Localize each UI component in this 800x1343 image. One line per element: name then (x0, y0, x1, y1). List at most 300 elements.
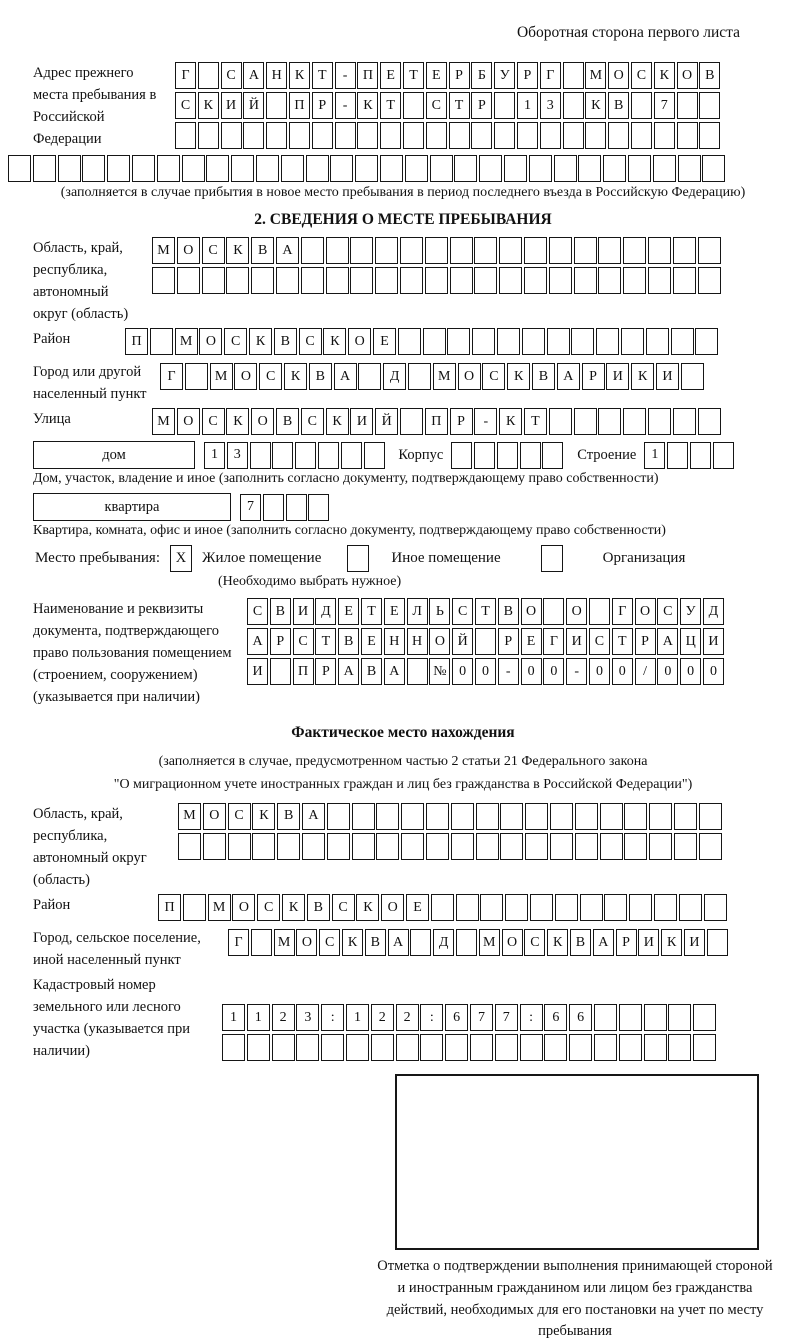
char-cell[interactable] (447, 328, 470, 355)
char-cell[interactable]: И (293, 598, 314, 625)
char-cell[interactable]: Р (315, 658, 336, 685)
char-cell[interactable]: Е (406, 894, 429, 921)
char-cell[interactable] (355, 155, 378, 182)
char-cell[interactable]: В (277, 803, 300, 830)
char-cell[interactable]: С (228, 803, 251, 830)
char-cell[interactable]: П (125, 328, 148, 355)
char-cell[interactable] (598, 237, 621, 264)
char-cell[interactable]: С (524, 929, 545, 956)
char-cell[interactable]: 0 (521, 658, 542, 685)
char-cell[interactable]: Т (380, 92, 401, 119)
char-cell[interactable] (540, 122, 561, 149)
char-cell[interactable] (450, 267, 473, 294)
char-cell[interactable]: 0 (543, 658, 564, 685)
char-cell[interactable] (335, 122, 356, 149)
char-cell[interactable] (295, 442, 316, 469)
char-cell[interactable] (376, 833, 399, 860)
char-cell[interactable]: Т (312, 62, 333, 89)
char-cell[interactable]: 0 (452, 658, 473, 685)
char-cell[interactable]: С (452, 598, 473, 625)
char-cell[interactable]: О (635, 598, 656, 625)
char-cell[interactable]: Н (266, 62, 287, 89)
char-cell[interactable] (524, 237, 547, 264)
char-cell[interactable]: И (684, 929, 705, 956)
char-cell[interactable] (286, 494, 307, 521)
char-cell[interactable]: Н (384, 628, 405, 655)
char-cell[interactable]: О (234, 363, 257, 390)
char-cell[interactable]: С (293, 628, 314, 655)
char-cell[interactable]: В (307, 894, 330, 921)
char-cell[interactable] (341, 442, 362, 469)
char-cell[interactable] (256, 155, 279, 182)
char-cell[interactable]: М (178, 803, 201, 830)
char-cell[interactable]: М (479, 929, 500, 956)
char-cell[interactable]: Т (361, 598, 382, 625)
char-cell[interactable] (678, 155, 701, 182)
char-cell[interactable]: К (289, 62, 310, 89)
char-cell[interactable] (494, 122, 515, 149)
char-cell[interactable]: Е (521, 628, 542, 655)
char-cell[interactable] (423, 328, 446, 355)
char-cell[interactable] (623, 267, 646, 294)
char-cell[interactable] (312, 122, 333, 149)
char-cell[interactable] (321, 1034, 344, 1061)
char-cell[interactable] (33, 155, 56, 182)
char-cell[interactable]: 6 (544, 1004, 567, 1031)
char-cell[interactable] (263, 494, 284, 521)
char-cell[interactable]: О (429, 628, 450, 655)
char-cell[interactable] (648, 408, 671, 435)
char-cell[interactable]: Г (175, 62, 196, 89)
char-cell[interactable] (499, 267, 522, 294)
stay-organization-checkbox[interactable] (541, 545, 563, 572)
char-cell[interactable] (380, 122, 401, 149)
char-cell[interactable]: О (502, 929, 523, 956)
char-cell[interactable] (673, 267, 696, 294)
char-cell[interactable] (677, 122, 698, 149)
char-cell[interactable] (598, 267, 621, 294)
char-cell[interactable] (182, 155, 205, 182)
char-cell[interactable] (266, 92, 287, 119)
char-cell[interactable]: К (323, 328, 346, 355)
char-cell[interactable] (247, 1034, 270, 1061)
char-cell[interactable] (270, 658, 291, 685)
char-cell[interactable] (550, 833, 573, 860)
char-cell[interactable] (431, 894, 454, 921)
char-cell[interactable]: И (656, 363, 679, 390)
char-cell[interactable]: Д (703, 598, 724, 625)
char-cell[interactable]: 0 (680, 658, 701, 685)
char-cell[interactable] (679, 894, 702, 921)
char-cell[interactable]: В (532, 363, 555, 390)
char-cell[interactable] (476, 803, 499, 830)
char-cell[interactable] (673, 408, 696, 435)
char-cell[interactable]: 0 (657, 658, 678, 685)
char-cell[interactable] (327, 833, 350, 860)
char-cell[interactable] (456, 894, 479, 921)
char-cell[interactable]: № (429, 658, 450, 685)
char-cell[interactable]: В (270, 598, 291, 625)
char-cell[interactable] (713, 442, 734, 469)
char-cell[interactable]: О (608, 62, 629, 89)
char-cell[interactable]: О (177, 408, 200, 435)
char-cell[interactable]: 2 (272, 1004, 295, 1031)
char-cell[interactable]: Д (433, 929, 454, 956)
char-cell[interactable] (376, 803, 399, 830)
char-cell[interactable] (649, 803, 672, 830)
char-cell[interactable]: О (296, 929, 317, 956)
char-cell[interactable]: Р (471, 92, 492, 119)
char-cell[interactable]: М (208, 894, 231, 921)
char-cell[interactable]: С (299, 328, 322, 355)
char-cell[interactable]: К (326, 408, 349, 435)
char-cell[interactable] (707, 929, 728, 956)
char-cell[interactable] (702, 155, 725, 182)
char-cell[interactable]: - (498, 658, 519, 685)
char-cell[interactable]: 1 (644, 442, 665, 469)
char-cell[interactable] (497, 442, 518, 469)
char-cell[interactable] (525, 803, 548, 830)
char-cell[interactable] (266, 122, 287, 149)
char-cell[interactable] (542, 442, 563, 469)
char-cell[interactable]: А (388, 929, 409, 956)
char-cell[interactable] (667, 442, 688, 469)
char-cell[interactable]: С (657, 598, 678, 625)
char-cell[interactable] (624, 833, 647, 860)
char-cell[interactable]: О (458, 363, 481, 390)
char-cell[interactable]: А (247, 628, 268, 655)
char-cell[interactable] (226, 267, 249, 294)
char-cell[interactable]: К (661, 929, 682, 956)
char-cell[interactable] (450, 237, 473, 264)
char-cell[interactable]: А (557, 363, 580, 390)
char-cell[interactable]: Т (449, 92, 470, 119)
char-cell[interactable] (585, 122, 606, 149)
char-cell[interactable] (494, 92, 515, 119)
char-cell[interactable] (445, 1034, 468, 1061)
char-cell[interactable]: Д (315, 598, 336, 625)
char-cell[interactable]: 0 (703, 658, 724, 685)
char-cell[interactable] (522, 328, 545, 355)
char-cell[interactable]: О (521, 598, 542, 625)
char-cell[interactable]: 7 (470, 1004, 493, 1031)
char-cell[interactable] (500, 833, 523, 860)
char-cell[interactable] (157, 155, 180, 182)
char-cell[interactable] (600, 833, 623, 860)
char-cell[interactable] (474, 442, 495, 469)
char-cell[interactable]: В (699, 62, 720, 89)
char-cell[interactable] (495, 1034, 518, 1061)
char-cell[interactable]: Г (160, 363, 183, 390)
char-cell[interactable] (451, 442, 472, 469)
char-cell[interactable] (403, 92, 424, 119)
char-cell[interactable]: С (247, 598, 268, 625)
char-cell[interactable] (674, 833, 697, 860)
char-cell[interactable] (408, 363, 431, 390)
char-cell[interactable] (420, 1034, 443, 1061)
char-cell[interactable] (575, 803, 598, 830)
char-cell[interactable]: В (361, 658, 382, 685)
char-cell[interactable]: С (319, 929, 340, 956)
char-cell[interactable] (649, 833, 672, 860)
char-cell[interactable] (596, 328, 619, 355)
char-cell[interactable]: О (199, 328, 222, 355)
char-cell[interactable]: О (677, 62, 698, 89)
char-cell[interactable] (698, 267, 721, 294)
char-cell[interactable] (251, 929, 272, 956)
char-cell[interactable] (476, 833, 499, 860)
char-cell[interactable]: О (348, 328, 371, 355)
char-cell[interactable] (352, 803, 375, 830)
char-cell[interactable]: Р (582, 363, 605, 390)
char-cell[interactable] (471, 122, 492, 149)
char-cell[interactable] (530, 894, 553, 921)
char-cell[interactable]: К (284, 363, 307, 390)
char-cell[interactable] (132, 155, 155, 182)
char-cell[interactable]: У (680, 598, 701, 625)
char-cell[interactable]: А (302, 803, 325, 830)
char-cell[interactable]: А (334, 363, 357, 390)
char-cell[interactable]: П (357, 62, 378, 89)
char-cell[interactable] (410, 929, 431, 956)
char-cell[interactable]: К (249, 328, 272, 355)
char-cell[interactable] (231, 155, 254, 182)
char-cell[interactable] (623, 237, 646, 264)
char-cell[interactable]: 2 (371, 1004, 394, 1031)
char-cell[interactable] (479, 155, 502, 182)
char-cell[interactable] (673, 237, 696, 264)
char-cell[interactable] (525, 833, 548, 860)
char-cell[interactable]: С (589, 628, 610, 655)
char-cell[interactable]: Н (407, 628, 428, 655)
stay-residential-checkbox[interactable]: X (170, 545, 192, 572)
char-cell[interactable]: В (276, 408, 299, 435)
char-cell[interactable] (330, 155, 353, 182)
char-cell[interactable] (243, 122, 264, 149)
char-cell[interactable]: Т (315, 628, 336, 655)
char-cell[interactable] (301, 237, 324, 264)
char-cell[interactable]: 6 (445, 1004, 468, 1031)
char-cell[interactable] (250, 442, 271, 469)
char-cell[interactable]: 3 (296, 1004, 319, 1031)
char-cell[interactable]: О (232, 894, 255, 921)
char-cell[interactable]: 0 (475, 658, 496, 685)
char-cell[interactable]: К (631, 363, 654, 390)
char-cell[interactable] (206, 155, 229, 182)
char-cell[interactable]: М (274, 929, 295, 956)
char-cell[interactable] (400, 408, 423, 435)
char-cell[interactable] (600, 803, 623, 830)
char-cell[interactable] (407, 658, 428, 685)
char-cell[interactable]: Р (498, 628, 519, 655)
char-cell[interactable] (555, 894, 578, 921)
char-cell[interactable]: Й (452, 628, 473, 655)
char-cell[interactable]: : (420, 1004, 443, 1031)
char-cell[interactable] (203, 833, 226, 860)
char-cell[interactable] (301, 267, 324, 294)
char-cell[interactable]: А (338, 658, 359, 685)
char-cell[interactable]: 1 (517, 92, 538, 119)
char-cell[interactable] (430, 155, 453, 182)
char-cell[interactable] (470, 1034, 493, 1061)
char-cell[interactable] (517, 122, 538, 149)
char-cell[interactable] (472, 328, 495, 355)
char-cell[interactable]: 2 (396, 1004, 419, 1031)
char-cell[interactable]: К (198, 92, 219, 119)
char-cell[interactable]: И (703, 628, 724, 655)
char-cell[interactable]: Г (612, 598, 633, 625)
char-cell[interactable]: В (608, 92, 629, 119)
char-cell[interactable] (107, 155, 130, 182)
char-cell[interactable] (425, 267, 448, 294)
char-cell[interactable] (549, 408, 572, 435)
char-cell[interactable] (401, 833, 424, 860)
char-cell[interactable]: И (247, 658, 268, 685)
char-cell[interactable]: А (276, 237, 299, 264)
char-cell[interactable] (364, 442, 385, 469)
char-cell[interactable] (228, 833, 251, 860)
char-cell[interactable] (272, 442, 293, 469)
char-cell[interactable]: Е (426, 62, 447, 89)
char-cell[interactable]: М (585, 62, 606, 89)
char-cell[interactable]: А (384, 658, 405, 685)
char-cell[interactable]: Е (338, 598, 359, 625)
char-cell[interactable]: 7 (495, 1004, 518, 1031)
char-cell[interactable] (693, 1004, 716, 1031)
char-cell[interactable]: В (498, 598, 519, 625)
char-cell[interactable] (671, 328, 694, 355)
char-cell[interactable] (653, 155, 676, 182)
char-cell[interactable]: Ц (680, 628, 701, 655)
char-cell[interactable] (475, 628, 496, 655)
char-cell[interactable] (699, 803, 722, 830)
char-cell[interactable] (594, 1034, 617, 1061)
char-cell[interactable]: В (365, 929, 386, 956)
char-cell[interactable]: К (342, 929, 363, 956)
char-cell[interactable] (543, 598, 564, 625)
char-cell[interactable]: 0 (612, 658, 633, 685)
char-cell[interactable] (326, 237, 349, 264)
char-cell[interactable]: С (332, 894, 355, 921)
char-cell[interactable]: С (221, 62, 242, 89)
char-cell[interactable] (318, 442, 339, 469)
char-cell[interactable] (677, 92, 698, 119)
char-cell[interactable]: : (520, 1004, 543, 1031)
char-cell[interactable]: В (338, 628, 359, 655)
char-cell[interactable]: - (335, 62, 356, 89)
char-cell[interactable] (563, 92, 584, 119)
char-cell[interactable] (505, 894, 528, 921)
char-cell[interactable]: 0 (589, 658, 610, 685)
char-cell[interactable] (550, 803, 573, 830)
char-cell[interactable]: П (425, 408, 448, 435)
char-cell[interactable]: И (638, 929, 659, 956)
char-cell[interactable] (152, 267, 175, 294)
char-cell[interactable] (202, 267, 225, 294)
char-cell[interactable]: К (226, 408, 249, 435)
char-cell[interactable] (358, 363, 381, 390)
char-cell[interactable]: С (259, 363, 282, 390)
char-cell[interactable] (574, 237, 597, 264)
char-cell[interactable]: К (226, 237, 249, 264)
char-cell[interactable] (569, 1034, 592, 1061)
char-cell[interactable] (222, 1034, 245, 1061)
char-cell[interactable] (350, 237, 373, 264)
char-cell[interactable]: М (175, 328, 198, 355)
char-cell[interactable] (563, 122, 584, 149)
char-cell[interactable] (654, 122, 675, 149)
char-cell[interactable]: : (321, 1004, 344, 1031)
char-cell[interactable] (520, 1034, 543, 1061)
char-cell[interactable]: 3 (227, 442, 248, 469)
char-cell[interactable]: - (335, 92, 356, 119)
char-cell[interactable]: И (350, 408, 373, 435)
char-cell[interactable]: 6 (569, 1004, 592, 1031)
char-cell[interactable]: М (210, 363, 233, 390)
char-cell[interactable] (624, 803, 647, 830)
char-cell[interactable]: В (251, 237, 274, 264)
char-cell[interactable] (529, 155, 552, 182)
char-cell[interactable] (544, 1034, 567, 1061)
char-cell[interactable] (578, 155, 601, 182)
char-cell[interactable] (619, 1004, 642, 1031)
char-cell[interactable] (504, 155, 527, 182)
char-cell[interactable] (603, 155, 626, 182)
char-cell[interactable] (327, 803, 350, 830)
char-cell[interactable] (398, 328, 421, 355)
char-cell[interactable]: Р (450, 408, 473, 435)
char-cell[interactable] (302, 833, 325, 860)
char-cell[interactable] (554, 155, 577, 182)
char-cell[interactable] (346, 1034, 369, 1061)
char-cell[interactable] (589, 598, 610, 625)
char-cell[interactable]: Г (540, 62, 561, 89)
char-cell[interactable] (403, 122, 424, 149)
char-cell[interactable]: А (243, 62, 264, 89)
char-cell[interactable]: Е (361, 628, 382, 655)
char-cell[interactable] (695, 328, 718, 355)
char-cell[interactable] (693, 1034, 716, 1061)
char-cell[interactable] (185, 363, 208, 390)
stay-other-checkbox[interactable] (347, 545, 369, 572)
char-cell[interactable] (619, 1034, 642, 1061)
char-cell[interactable] (497, 328, 520, 355)
char-cell[interactable] (646, 328, 669, 355)
char-cell[interactable] (563, 62, 584, 89)
char-cell[interactable]: А (657, 628, 678, 655)
char-cell[interactable]: К (585, 92, 606, 119)
char-cell[interactable]: К (282, 894, 305, 921)
char-cell[interactable]: Е (380, 62, 401, 89)
char-cell[interactable]: Г (228, 929, 249, 956)
char-cell[interactable] (396, 1034, 419, 1061)
char-cell[interactable] (698, 237, 721, 264)
char-cell[interactable] (175, 122, 196, 149)
char-cell[interactable]: Т (403, 62, 424, 89)
char-cell[interactable] (272, 1034, 295, 1061)
char-cell[interactable]: 1 (204, 442, 225, 469)
char-cell[interactable] (276, 267, 299, 294)
char-cell[interactable]: М (433, 363, 456, 390)
char-cell[interactable]: П (289, 92, 310, 119)
char-cell[interactable] (177, 267, 200, 294)
char-cell[interactable] (451, 803, 474, 830)
char-cell[interactable] (654, 894, 677, 921)
char-cell[interactable] (698, 408, 721, 435)
char-cell[interactable]: С (202, 237, 225, 264)
char-cell[interactable]: С (426, 92, 447, 119)
char-cell[interactable] (449, 122, 470, 149)
